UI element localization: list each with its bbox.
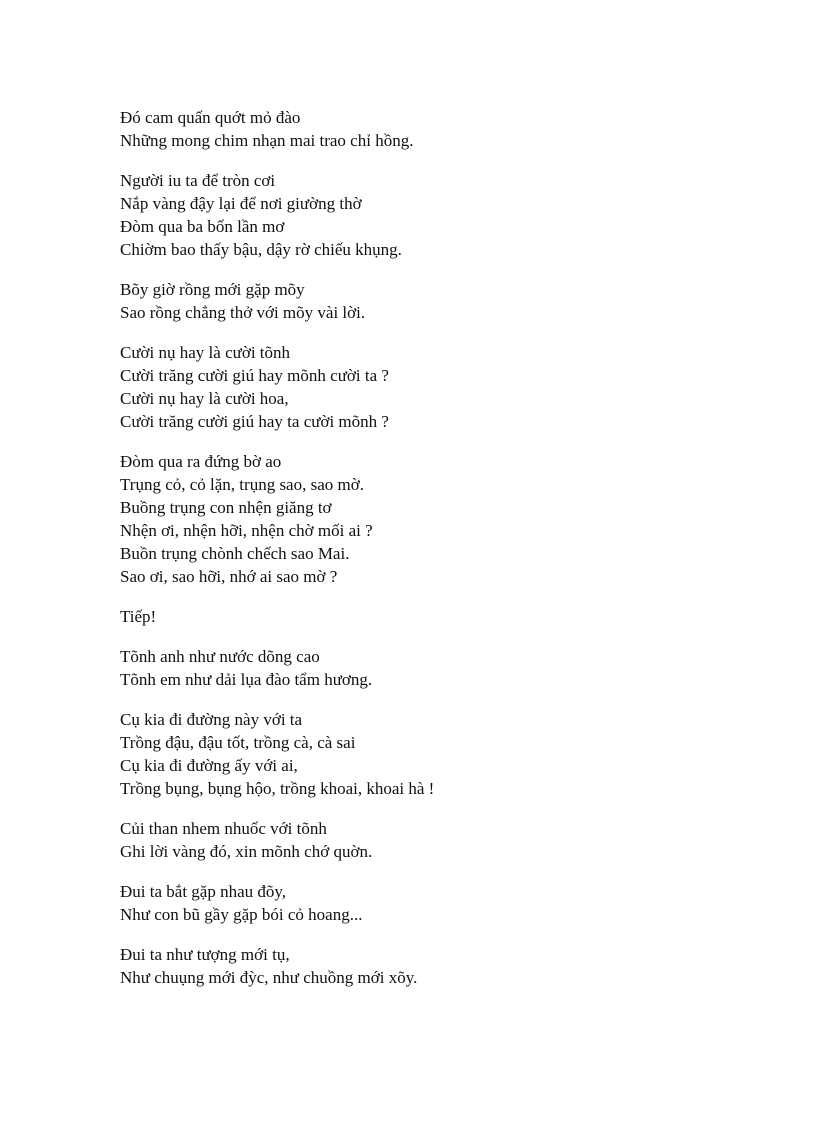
poem-line: Đui ta bắt gặp nhau đõy, bbox=[120, 882, 287, 901]
stanza bbox=[120, 943, 760, 989]
stanza bbox=[120, 605, 760, 628]
poem-line: Ghi lời vàng đó, xin mõnh chớ quờn. bbox=[120, 842, 373, 861]
stanza bbox=[120, 169, 760, 261]
poem-line: Cười trăng cười giú hay mõnh cười ta ? bbox=[120, 366, 389, 385]
poem-line: Trồng bụng, bụng hộo, trồng khoai, khoai hà ! bbox=[120, 779, 435, 798]
poem-line: Trụng cỏ, cỏ lặn, trụng sao, sao mờ. bbox=[120, 475, 364, 494]
poem-line: Củi than nhem nhuốc với tõnh bbox=[120, 819, 327, 838]
poem-line: Cười trăng cười giú hay ta cười mõnh ? bbox=[120, 412, 389, 431]
poem-line: Đòm qua ra đứng bờ ao bbox=[120, 452, 282, 471]
poem-line: Buồn trụng chònh chếch sao Mai. bbox=[120, 544, 350, 563]
stanza bbox=[120, 278, 760, 324]
poem-line: Đó cam quấn quớt mỏ đào bbox=[120, 108, 301, 127]
poem-line: Đui ta như tượng mới tụ, bbox=[120, 945, 290, 964]
poem-line: Tõnh anh như nước dõng cao bbox=[120, 647, 320, 666]
poem-line: Nhện ơi, nhện hỡi, nhện chờ mối ai ? bbox=[120, 521, 373, 540]
poem-line: Cười nụ hay là cười hoa, bbox=[120, 389, 289, 408]
poem-line: Chiờm bao thấy bậu, dậy rờ chiếu khụng. bbox=[120, 240, 402, 259]
poem-line: Sao rồng chẳng thở với mõy vài lời. bbox=[120, 303, 366, 322]
poem-body bbox=[120, 106, 760, 1006]
poem-line: Cười nụ hay là cười tõnh bbox=[120, 343, 291, 362]
stanza bbox=[120, 817, 760, 863]
stanza bbox=[120, 341, 760, 433]
stanza bbox=[120, 450, 760, 588]
poem-line: Những mong chim nhạn mai trao chỉ hồng. bbox=[120, 131, 414, 150]
stanza bbox=[120, 880, 760, 926]
poem-line: Buồng trụng con nhện giăng tơ bbox=[120, 498, 332, 517]
poem-line: Đòm qua ba bốn lần mơ bbox=[120, 217, 285, 236]
poem-line: Tiếp! bbox=[120, 607, 157, 626]
poem-line: Như con bũ gầy gặp bói cỏ hoang... bbox=[120, 905, 363, 924]
poem-line: Trồng đậu, đậu tốt, trồng cà, cà sai bbox=[120, 733, 356, 752]
poem-line: Nắp vàng đậy lại để nơi giường thờ bbox=[120, 194, 362, 213]
poem-line: Bõy giờ rồng mới gặp mõy bbox=[120, 280, 305, 299]
stanza bbox=[120, 708, 760, 800]
poem-line: Cụ kia đi đường ấy với ai, bbox=[120, 756, 298, 775]
poem-line: Cụ kia đi đường này với ta bbox=[120, 710, 303, 729]
poem-line: Như chuụng mới đỳc, như chuồng mới xõy. bbox=[120, 968, 418, 987]
poem-line: Tõnh em như dải lụa đào tẩm hương. bbox=[120, 670, 373, 689]
stanza bbox=[120, 645, 760, 691]
poem-line: Người iu ta để tròn cơi bbox=[120, 171, 276, 190]
poem-line: Sao ơi, sao hỡi, nhớ ai sao mờ ? bbox=[120, 567, 338, 586]
stanza bbox=[120, 106, 760, 152]
